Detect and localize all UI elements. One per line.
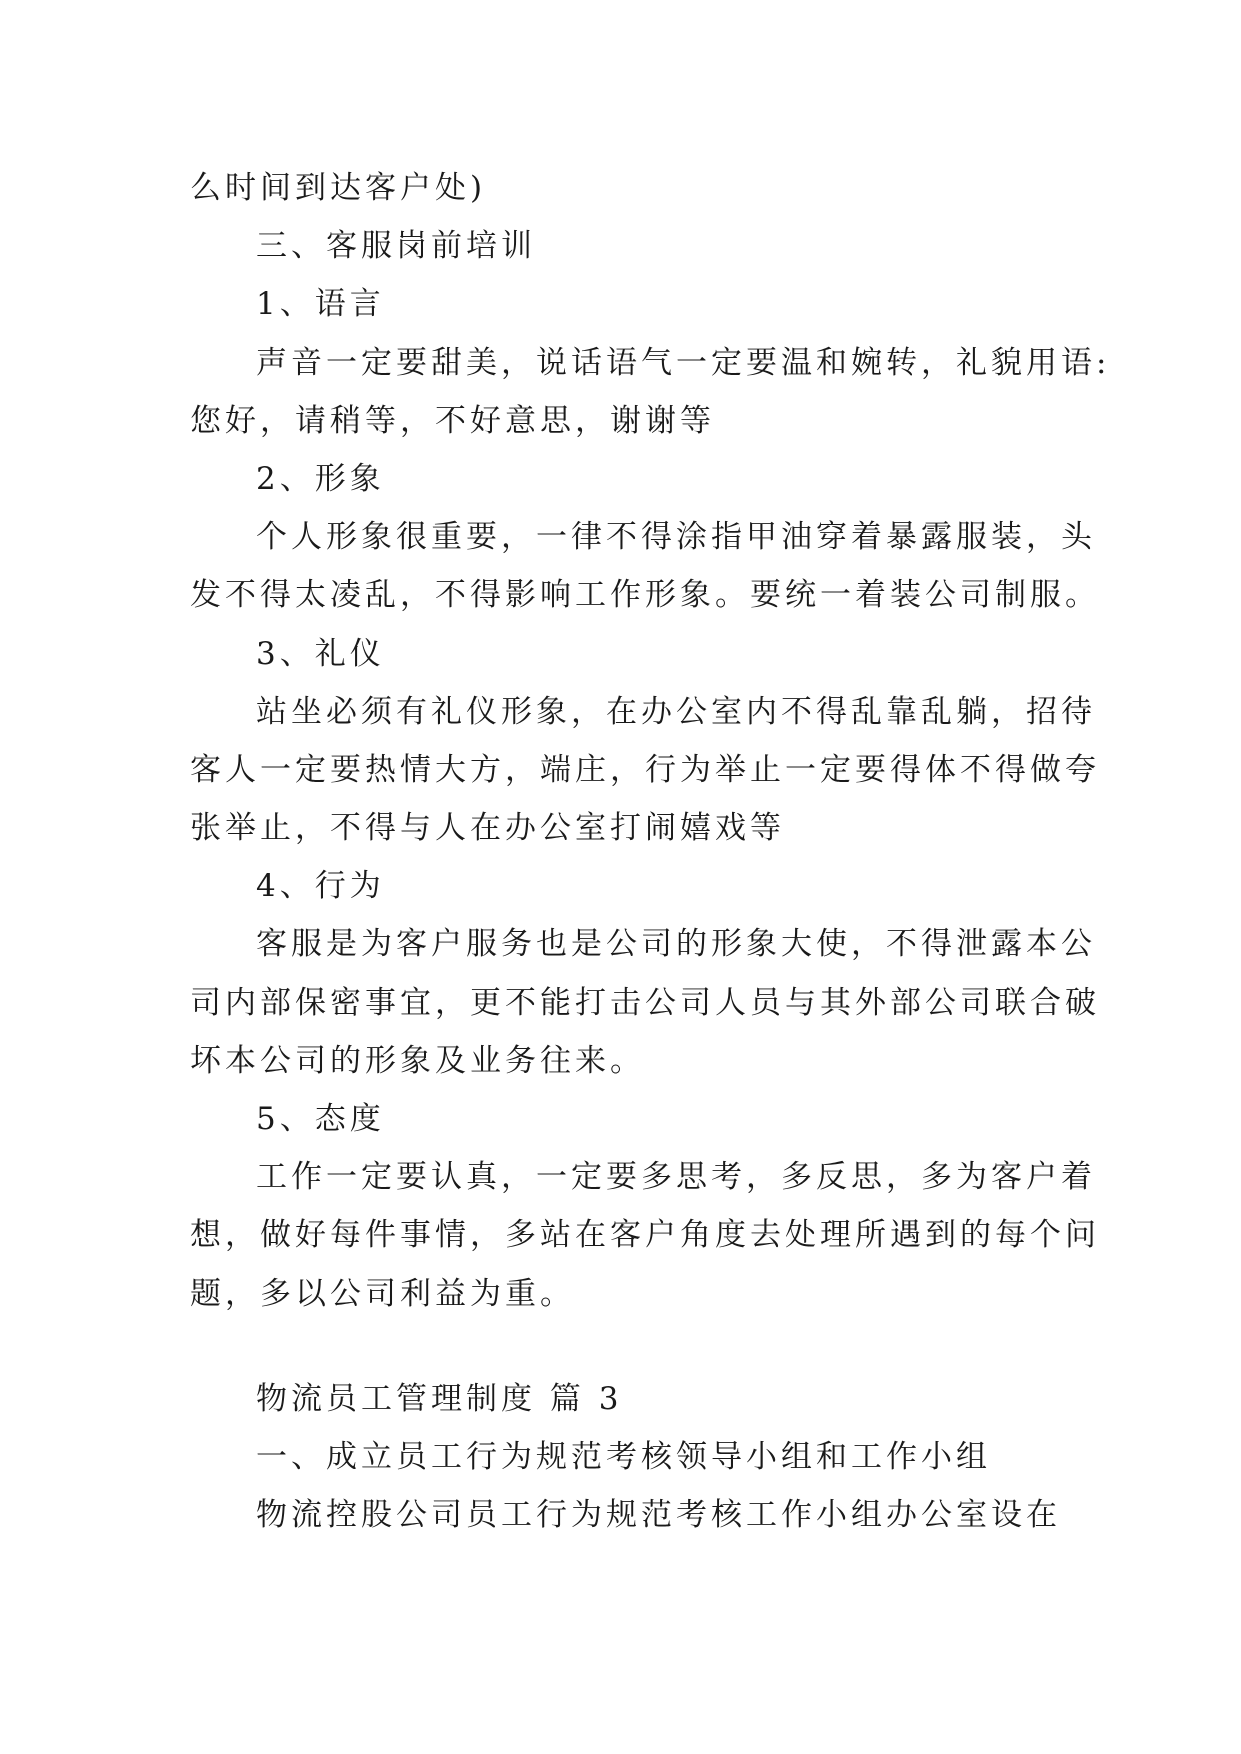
section-heading: 一、成立员工行为规范考核领导小组和工作小组 (256, 1439, 991, 1475)
text-line: 张举止，不得与人在办公室打闹嬉戏等 (190, 810, 785, 846)
text-line: 坏本公司的形象及业务往来。 (190, 1043, 645, 1079)
text-line: 您好，请稍等，不好意思，谢谢等 (190, 403, 715, 439)
text-line: 想，做好每件事情，多站在客户角度去处理所遇到的每个问 (190, 1217, 1100, 1253)
subsection-heading: 1、语言 (256, 286, 385, 322)
subsection-heading: 2、形象 (256, 461, 385, 497)
article-title: 物流员工管理制度 篇 3 (256, 1381, 623, 1417)
subsection-heading: 3、礼仪 (256, 636, 385, 672)
text-line: 题，多以公司利益为重。 (190, 1276, 575, 1312)
text-line: 么时间到达客户处) (190, 170, 487, 206)
section-heading: 三、客服岗前培训 (256, 228, 536, 264)
text-line: 工作一定要认真，一定要多思考，多反思，多为客户着 (256, 1159, 1096, 1195)
subsection-heading: 5、态度 (256, 1101, 385, 1137)
subsection-heading: 4、行为 (256, 868, 385, 904)
text-line: 客服是为客户服务也是公司的形象大使，不得泄露本公 (256, 926, 1096, 962)
text-line: 客人一定要热情大方，端庄，行为举止一定要得体不得做夸 (190, 752, 1100, 788)
text-line: 声音一定要甜美，说话语气一定要温和婉转，礼貌用语: (256, 345, 1111, 381)
text-line: 站坐必须有礼仪形象，在办公室内不得乱靠乱躺，招待 (256, 694, 1096, 730)
text-line: 物流控股公司员工行为规范考核工作小组办公室设在 (256, 1497, 1061, 1533)
text-line: 个人形象很重要，一律不得涂指甲油穿着暴露服装，头 (256, 519, 1096, 555)
text-line: 发不得太凌乱，不得影响工作形象。要统一着装公司制服。 (190, 577, 1100, 613)
text-line: 司内部保密事宜，更不能打击公司人员与其外部公司联合破 (190, 985, 1100, 1021)
